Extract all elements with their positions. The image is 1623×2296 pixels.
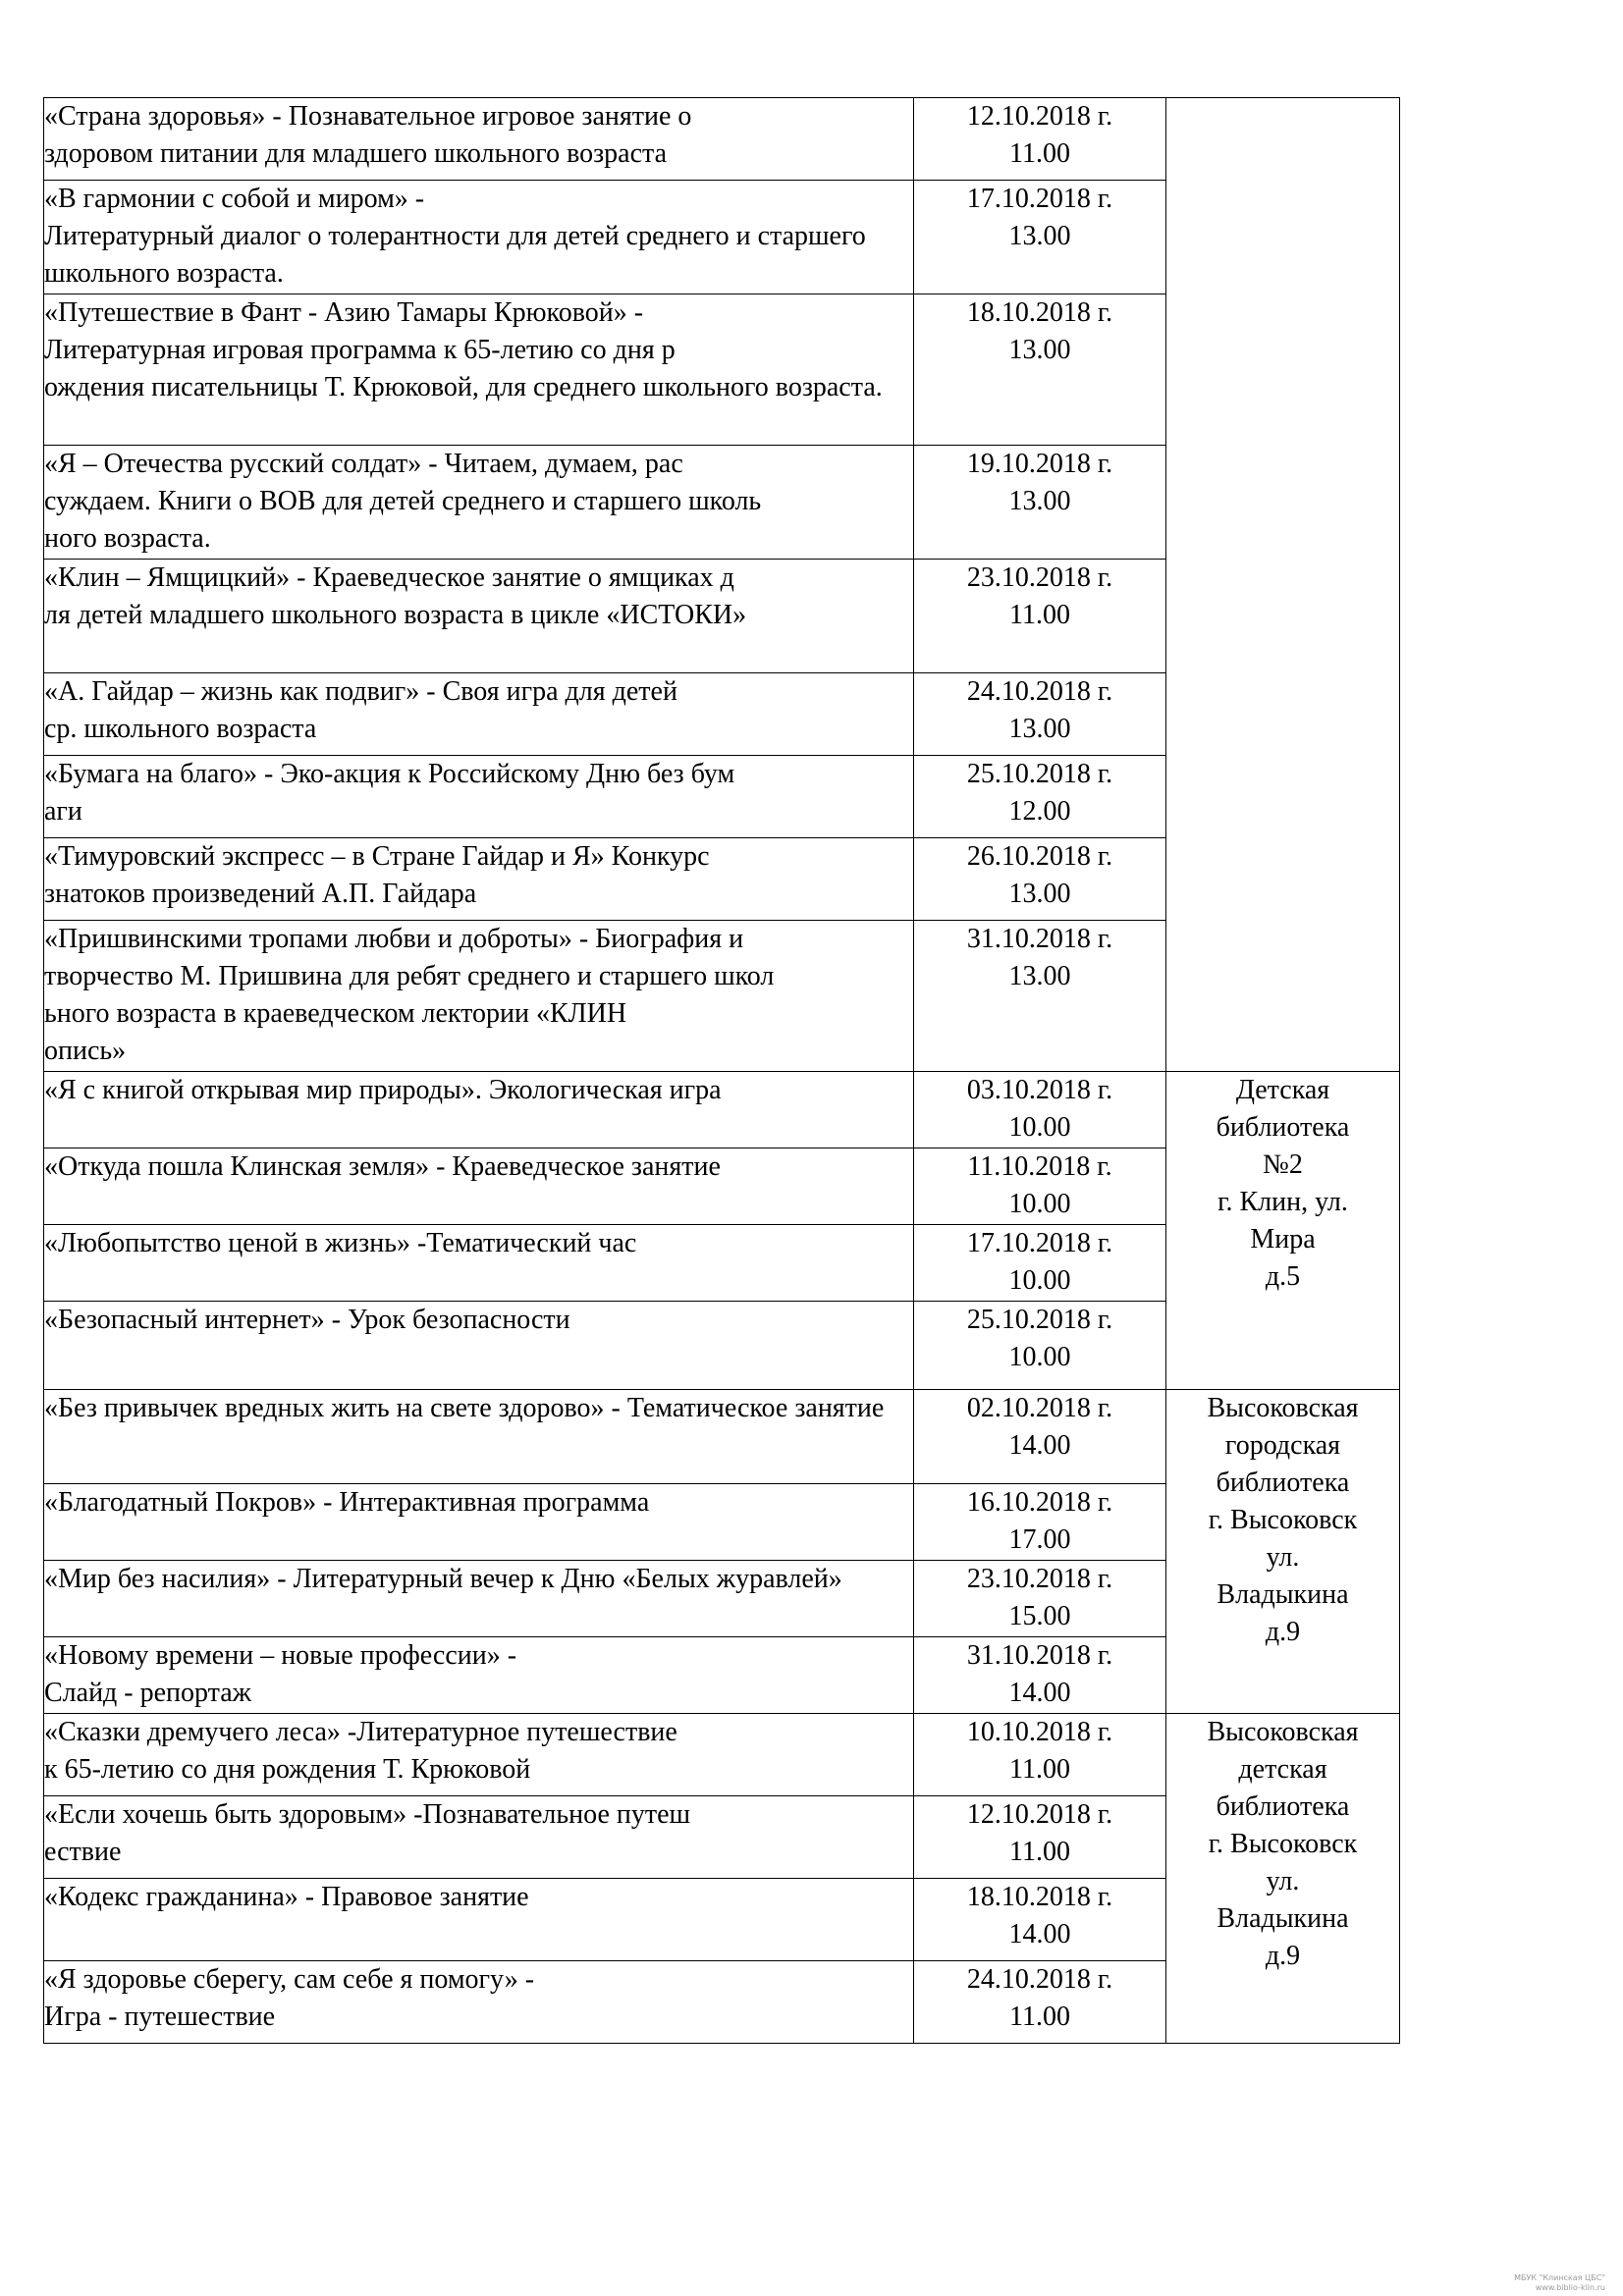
event-date-time: [914, 1879, 1166, 1961]
event-title: «Тимуровский экспресс – в Стране Гайдар и Я» Конкурс знатоков произведений А.П. Гайдара: [44, 838, 914, 921]
event-date: 25.10.2018 г.: [966, 759, 1113, 789]
event-date: 25.10.2018 г.: [966, 1305, 1113, 1335]
table-row: [44, 1714, 1400, 1796]
venue-line: Владыкина: [1217, 1579, 1349, 1610]
event-title: «Кодекс гражданина» - Правовое занятие: [44, 1879, 914, 1961]
watermark-url: www.biblio-klin.ru: [1535, 2283, 1605, 2292]
event-date: 24.10.2018 г.: [966, 1964, 1113, 1995]
event-time: 17.00: [1008, 1524, 1071, 1555]
venue-line: детская: [1238, 1754, 1327, 1785]
event-title: «Клин – Ямщицкий» - Краеведческое занятие о ямщиках д ля детей младшего школьного возраста в цикле «ИСТОКИ»: [44, 560, 914, 673]
event-title: «Если хочешь быть здоровым» -Познавательное путеш ествие: [44, 1796, 914, 1879]
venue-line: Детская: [1235, 1075, 1330, 1105]
event-time: 13.00: [1008, 221, 1071, 251]
event-time: 13.00: [1008, 961, 1071, 991]
watermark-org: МБУК "Клинская ЦБС": [1514, 2273, 1605, 2282]
venue-line: городская: [1224, 1430, 1341, 1461]
event-title: «Путешествие в Фант - Азию Тамары Крюковой» - Литературная игровая программа к 65-летию со дня р ождения писательницы Т. Крюковой, для среднего школьного возраста.: [44, 294, 914, 446]
venue-line: д.5: [1265, 1261, 1301, 1292]
event-date-time: [914, 446, 1166, 560]
event-title: «Откуда пошла Клинская земля» - Краеведческое занятие: [44, 1148, 914, 1225]
event-time: 15.00: [1008, 1601, 1071, 1631]
venue-line: Мира: [1250, 1224, 1316, 1255]
event-date-time: [914, 1072, 1166, 1148]
event-date: 24.10.2018 г.: [966, 676, 1113, 707]
watermark: [1497, 2273, 1605, 2293]
event-date-time: [914, 673, 1166, 756]
event-time: 14.00: [1008, 1919, 1071, 1949]
event-date-time: [914, 1637, 1166, 1714]
event-time: 10.00: [1008, 1189, 1071, 1219]
event-date-time: [914, 756, 1166, 838]
event-title: «В гармонии с собой и миром» - Литературный диалог о толерантности для детей среднего и старшего школьного возраста.: [44, 181, 914, 294]
event-time: 10.00: [1008, 1265, 1071, 1296]
event-date-time: [914, 181, 1166, 294]
event-date-time: [914, 1225, 1166, 1302]
event-date: 23.10.2018 г.: [966, 1564, 1113, 1594]
venue-line: д.9: [1265, 1617, 1301, 1647]
event-title: «Бумага на благо» - Эко-акция к Российскому Дню без бум аги: [44, 756, 914, 838]
event-time: 14.00: [1008, 1678, 1071, 1708]
event-date: 31.10.2018 г.: [966, 1640, 1113, 1671]
event-title: «А. Гайдар – жизнь как подвиг» - Своя игра для детей ср. школьного возраста: [44, 673, 914, 756]
venue-line: г. Клин, ул.: [1217, 1187, 1348, 1217]
event-title: «Благодатный Покров» - Интерактивная программа: [44, 1484, 914, 1561]
event-date-time: [914, 98, 1166, 181]
event-time: 12.00: [1008, 796, 1071, 827]
event-time: 13.00: [1008, 714, 1071, 744]
event-date-time: [914, 1714, 1166, 1796]
event-date: 18.10.2018 г.: [966, 1882, 1113, 1912]
event-date-time: [914, 838, 1166, 921]
event-time: 11.00: [1009, 2002, 1070, 2032]
event-date-time: [914, 560, 1166, 673]
event-title: «Страна здоровья» - Познавательное игровое занятие о здоровом питании для младшего школьного возраста: [44, 98, 914, 181]
event-title: «Без привычек вредных жить на свете здорово» - Тематическое занятие: [44, 1390, 914, 1484]
venue-line: д.9: [1265, 1941, 1301, 1971]
event-date-time: [914, 1302, 1166, 1390]
event-time: 13.00: [1008, 879, 1071, 909]
event-time: 11.00: [1009, 138, 1070, 169]
event-title: «Мир без насилия» - Литературный вечер к Дню «Белых журавлей»: [44, 1561, 914, 1637]
event-date: 12.10.2018 г.: [966, 1799, 1113, 1830]
event-time: 10.00: [1008, 1342, 1071, 1372]
table-row: [44, 98, 1400, 181]
event-time: 14.00: [1008, 1430, 1071, 1461]
event-date: 10.10.2018 г.: [966, 1717, 1113, 1747]
event-title: «Безопасный интернет» - Урок безопасности: [44, 1302, 914, 1390]
venue-cell: [1166, 1714, 1400, 2044]
event-date-time: [914, 1561, 1166, 1637]
event-date: 03.10.2018 г.: [966, 1075, 1113, 1105]
event-date-time: [914, 1796, 1166, 1879]
venue-cell: [1166, 98, 1400, 1072]
event-date-time: [914, 294, 1166, 446]
venue-line: г. Высоковск: [1208, 1505, 1358, 1535]
venue-line: библиотека: [1216, 1791, 1350, 1822]
event-time: 13.00: [1008, 335, 1071, 365]
event-date-time: [914, 1484, 1166, 1561]
venue-line: №2: [1263, 1149, 1303, 1180]
event-date: 12.10.2018 г.: [966, 101, 1113, 132]
event-date: 19.10.2018 г.: [966, 449, 1113, 479]
event-date: 11.10.2018 г.: [967, 1151, 1112, 1182]
event-title: «Любопытство ценой в жизнь» -Тематический час: [44, 1225, 914, 1302]
event-date: 23.10.2018 г.: [966, 562, 1113, 593]
event-date: 31.10.2018 г.: [966, 924, 1113, 954]
event-date-time: [914, 921, 1166, 1072]
venue-line: библиотека: [1216, 1112, 1350, 1143]
event-time: 11.00: [1009, 1837, 1070, 1867]
event-title: «Я здоровье сберегу, сам себе я помогу» - Игра - путешествие: [44, 1961, 914, 2044]
venue-line: Высоковская: [1207, 1717, 1359, 1747]
event-time: 11.00: [1009, 600, 1070, 630]
venue-line: ул.: [1266, 1866, 1300, 1896]
event-date-time: [914, 1961, 1166, 2044]
event-date-time: [914, 1390, 1166, 1484]
event-title: «Новому времени – новые профессии» - Слайд - репортаж: [44, 1637, 914, 1714]
table-row: [44, 1390, 1400, 1484]
venue-cell: [1166, 1072, 1400, 1390]
event-date: 17.10.2018 г.: [966, 184, 1113, 214]
event-date: 02.10.2018 г.: [966, 1393, 1113, 1423]
venue-cell: [1166, 1390, 1400, 1714]
venue-line: Высоковская: [1207, 1393, 1359, 1423]
table-row: [44, 1072, 1400, 1148]
event-time: 13.00: [1008, 486, 1071, 516]
event-time: 10.00: [1008, 1112, 1071, 1143]
events-table: [43, 97, 1400, 2044]
event-title: «Я – Отечества русский солдат» - Читаем, думаем, рас суждаем. Книги о ВОВ для детей среднего и старшего школь ного возраста.: [44, 446, 914, 560]
event-date: 26.10.2018 г.: [966, 841, 1113, 872]
event-title: «Пришвинскими тропами любви и доброты» - Биография и творчество М. Пришвина для ребят среднего и старшего школ ьного возраста в краеведческом лектории «КЛИН опись»: [44, 921, 914, 1072]
event-date: 18.10.2018 г.: [966, 297, 1113, 328]
venue-line: Владыкина: [1217, 1903, 1349, 1934]
event-title: «Сказки дремучего леса» -Литературное путешествие к 65-летию со дня рождения Т. Крюковой: [44, 1714, 914, 1796]
venue-line: библиотека: [1216, 1468, 1350, 1498]
venue-line: ул.: [1266, 1542, 1300, 1573]
event-date: 17.10.2018 г.: [966, 1228, 1113, 1258]
event-date: 16.10.2018 г.: [966, 1487, 1113, 1518]
venue-line: г. Высоковск: [1208, 1829, 1358, 1859]
event-title: «Я с книгой открывая мир природы». Экологическая игра: [44, 1072, 914, 1148]
event-date-time: [914, 1148, 1166, 1225]
event-time: 11.00: [1009, 1754, 1070, 1785]
